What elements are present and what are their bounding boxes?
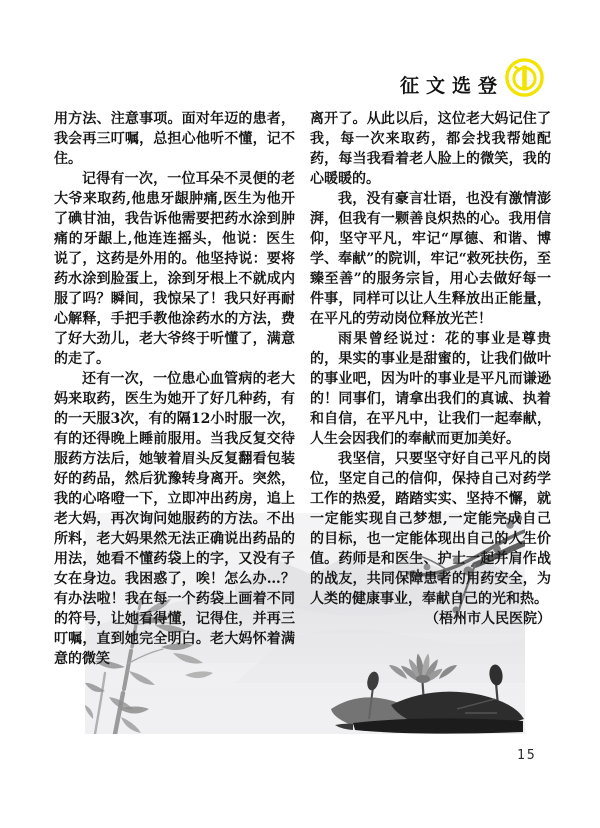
paragraph: 还有一次，一位患心血管病的老大妈来取药，医生为她开了好几种药，有的一天服3次，有的隔12小时服一次，有的还得晚上睡前服用。当我反复交待服药方法后，她皱着眉头反复翻看包装好的药品，然后犹豫转身离开。突然，我的心咯噔一下，立即冲出药房，追上老大妈，再次询问她服药的方法。不出所料，老大妈果然无法正确说出药品的用法，她看不懂药袋上的字，又没有子女在身边。我困惑了，唉！怎么办…？有办法啦！我在每一个药袋上画着不同的符号，让她看得懂，记得住，并再三叮嘱，直到她完全明白。老大妈怀着满意的微笑 <box>54 371 295 667</box>
trade-union-emblem-icon <box>504 57 545 98</box>
page-header <box>400 71 504 98</box>
paragraph: 记得有一次，一位耳朵不灵便的老大爷来取药,他患牙龈肿痛,医生为他开了碘甘油，我告诉他需要把药水涂到肿痛的牙龈上,他连连摇头，他说：医生说了，这药是外用的。他坚持说：要将药水涂到脸蛋上，涂到牙根上不就成内服了吗？瞬间，我惊呆了！我只好再耐心解释，手把手教他涂药水的方法，费了好大劲儿，老大爷终于听懂了，满意的走了。 <box>54 171 295 367</box>
author-attribution: （梧州市人民医院） <box>425 611 551 627</box>
paragraph: 离开了。从此以后，这位老大妈记住了我，每一次来取药，都会找我帮她配药，每当我看着老人脸上的微笑，我的心暖暖的。 <box>310 111 551 187</box>
text-column-right <box>310 109 551 669</box>
paragraph: 我坚信，只要坚守好自己平凡的岗位，坚定自己的信仰，保持自己对药学工作的热爱，踏踏实实、坚持不懈，就一定能实现自己梦想,一定能完成自己的目标，也一定能体现出自己的人生价值。药师是和医生、护士一起并肩作战的战友，共同保障患者的用药安全，为人类的健康事业，奉献自己的光和热。 （梧州市人民医院） <box>310 451 551 627</box>
column-header-title: 征文选登 <box>399 75 504 97</box>
article-body <box>54 109 551 669</box>
text-column-left <box>54 109 295 669</box>
paragraph: 用方法、注意事项。面对年迈的患者，我会再三叮嘱，总担心他听不懂，记不住。 <box>54 111 295 167</box>
paragraph: 我，没有豪言壮语，也没有激情澎湃，但我有一颗善良炽热的心。我用信仰，坚守平凡，牢记“厚德、和谐、博学、奉献”的院训，牢记“救死扶伤，至臻至善”的服务宗旨，用心去做好每一件事，同样可以让人生释放出正能量，在平凡的劳动岗位释放光芒！ <box>310 191 551 327</box>
paragraph: 雨果曾经说过：花的事业是尊贵的，果实的事业是甜蜜的，让我们做叶的事业吧，因为叶的事业是平凡而谦逊的！同事们，请拿出我们的真诚、执着和自信，在平凡中，让我们一起奉献，人生会因我们的奉献而更加美好。 <box>310 331 551 447</box>
page-number: 15 <box>517 748 537 763</box>
